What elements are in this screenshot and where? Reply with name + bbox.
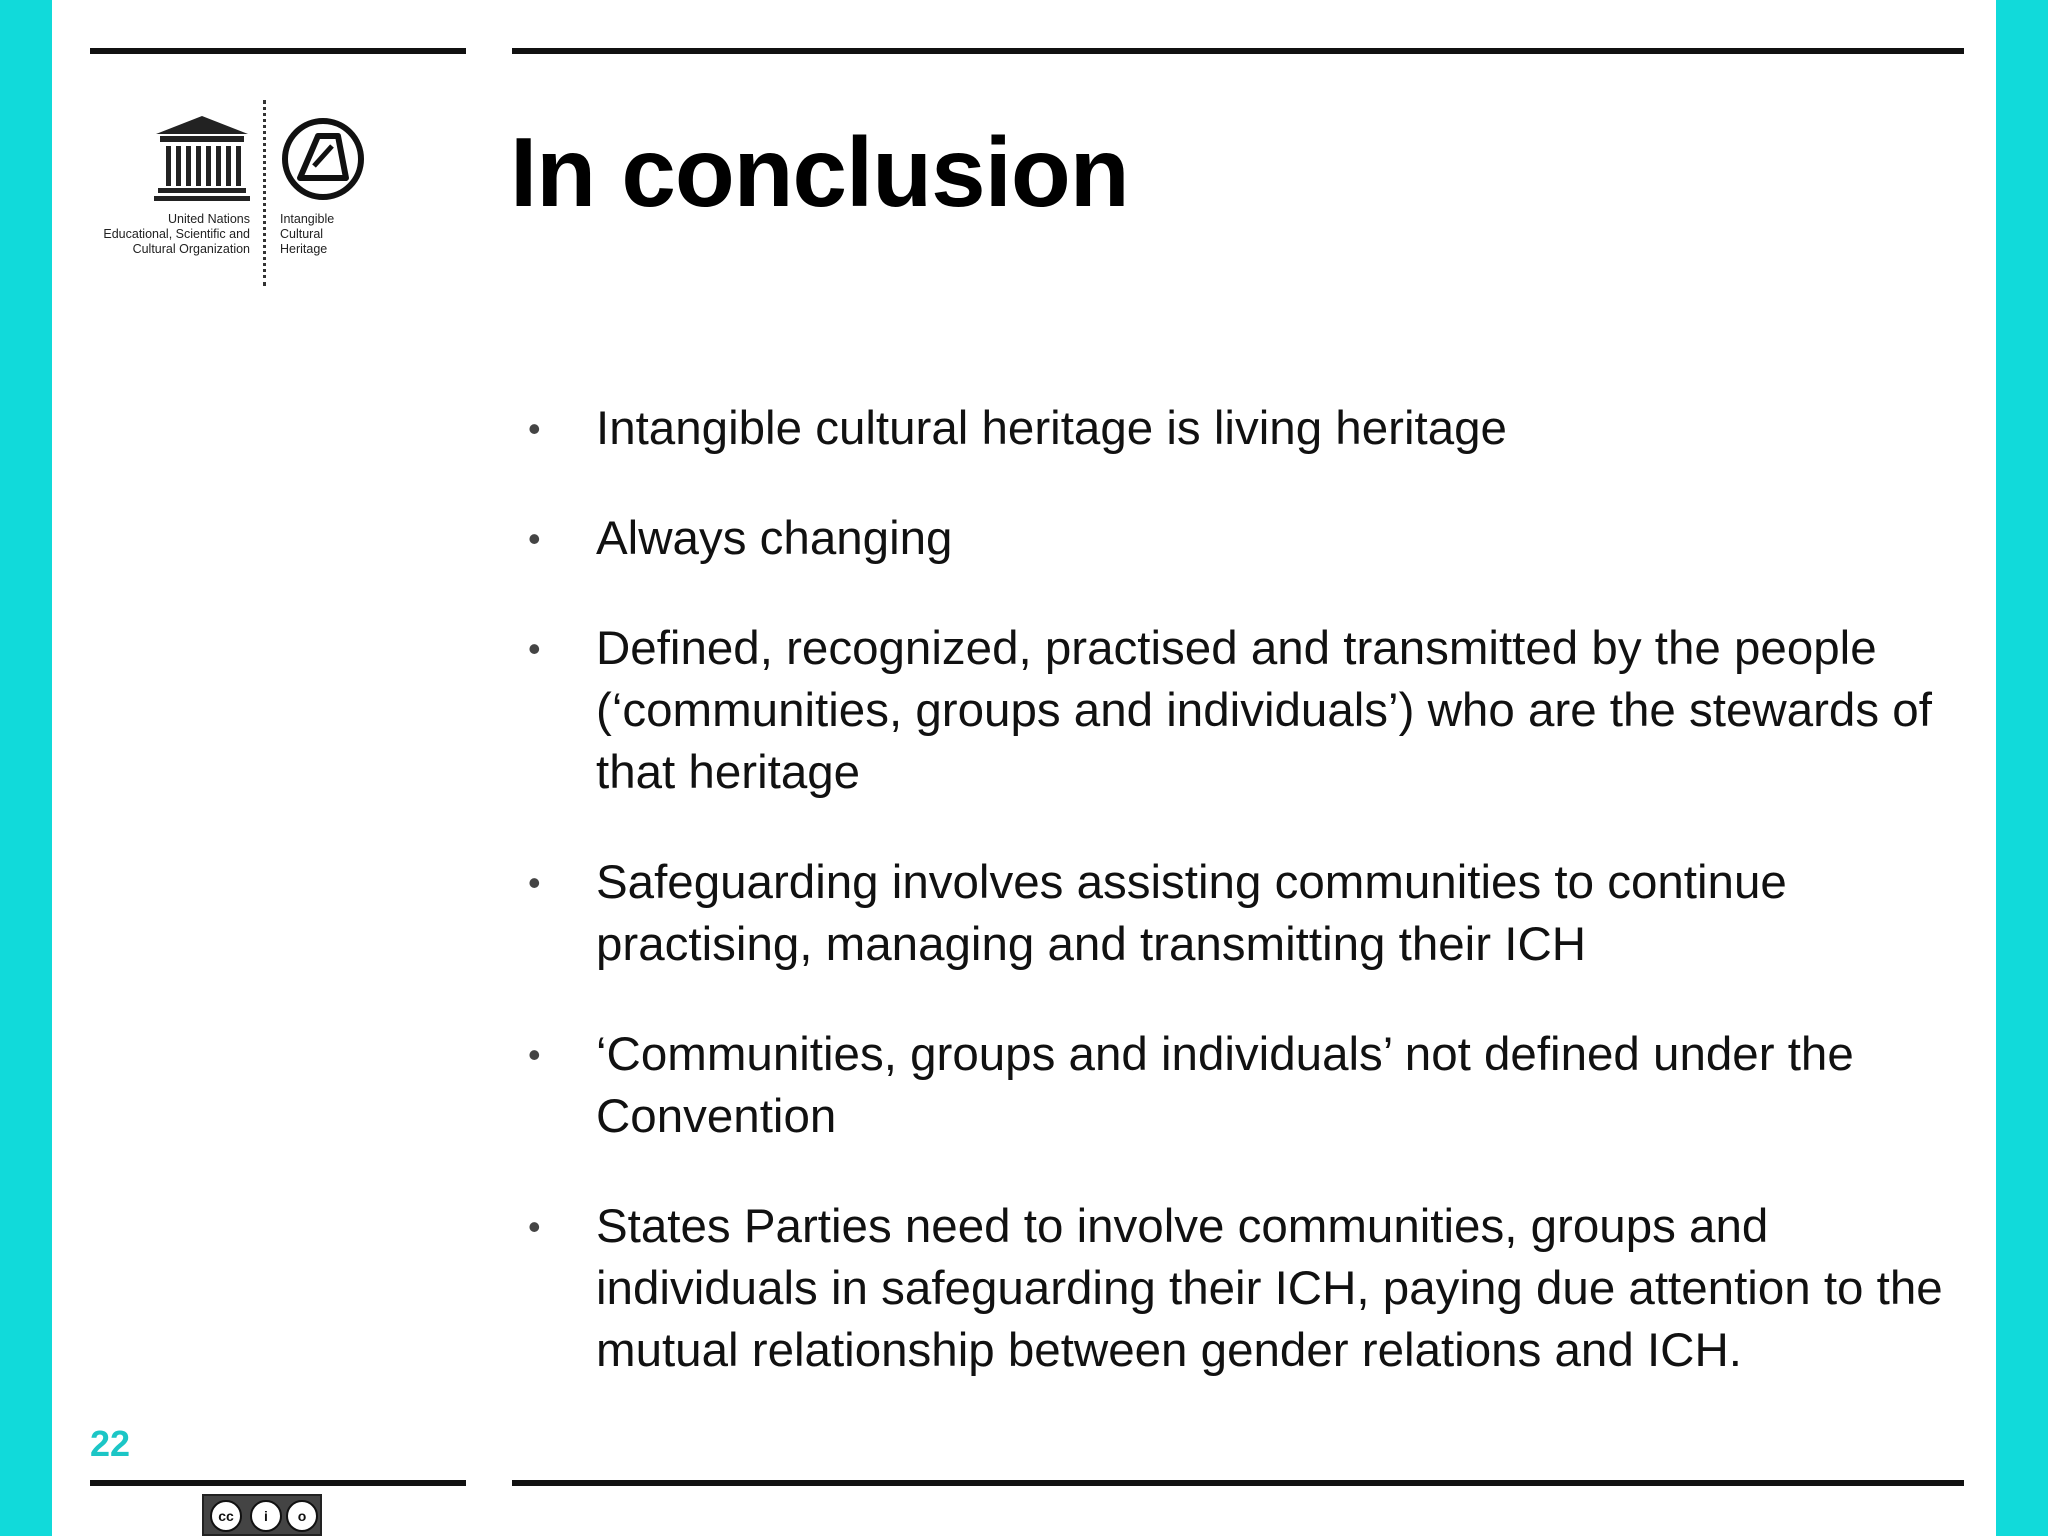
share-alike-icon: o (286, 1500, 318, 1532)
unesco-ich-logo (84, 98, 384, 298)
bullet-list (520, 398, 1960, 1430)
page-number: 22 (90, 1423, 131, 1464)
bullet-marker: • (528, 1206, 541, 1247)
bullet-text: Intangible cultural heritage is living heritage (596, 402, 1507, 455)
slide-title: In conclusion (510, 117, 1129, 227)
bottom-right-rule (512, 1480, 1964, 1486)
bottom-left-rule (90, 1480, 466, 1486)
ich-caption-line: Cultural (280, 227, 324, 241)
bullet-text: ‘Communities, groups and individuals’ not defined under the Convention (596, 1028, 1854, 1143)
attribution-icon: i (250, 1500, 282, 1532)
intangible-heritage-icon (278, 116, 368, 202)
bullet-text: States Parties need to involve communities, groups and individuals in safeguarding their ICH, paying due attention to the mutual relationship between gender relations and ICH. (596, 1200, 1943, 1377)
bullet-item (520, 508, 1960, 570)
right-accent-band (1996, 0, 2048, 1536)
left-accent-band (0, 0, 52, 1536)
unesco-caption-line: United Nations (168, 212, 250, 226)
top-right-rule (512, 48, 1964, 54)
unesco-temple-icon (152, 114, 252, 206)
bullet-text: Always changing (596, 512, 953, 565)
unesco-caption (50, 212, 250, 257)
bullet-text: Defined, recognized, practised and transmitted by the people (‘communities, groups and individuals’) who are the stewards of that heritage (596, 622, 1932, 799)
bullet-item (520, 618, 1960, 804)
cc-icon: cc (210, 1500, 242, 1532)
bullet-marker: • (528, 862, 541, 903)
top-left-rule (90, 48, 466, 54)
logo-separator (263, 100, 266, 286)
unesco-caption-line: Educational, Scientific and (103, 227, 250, 241)
ich-caption-line: Intangible (280, 212, 335, 226)
bullet-marker: • (528, 1034, 541, 1075)
bullet-item (520, 1196, 1960, 1382)
bullet-marker: • (528, 628, 541, 669)
ich-caption (280, 212, 400, 257)
ich-caption-line: Heritage (280, 242, 328, 256)
bullet-marker: • (528, 518, 541, 559)
bullet-item (520, 1024, 1960, 1148)
bullet-marker: • (528, 408, 541, 449)
unesco-caption-line: Cultural Organization (132, 242, 250, 256)
bullet-item (520, 398, 1960, 460)
bullet-item (520, 852, 1960, 976)
creative-commons-by-sa-icon (202, 1494, 322, 1536)
bullet-text: Safeguarding involves assisting communities to continue practising, managing and transmitting their ICH (596, 856, 1787, 971)
